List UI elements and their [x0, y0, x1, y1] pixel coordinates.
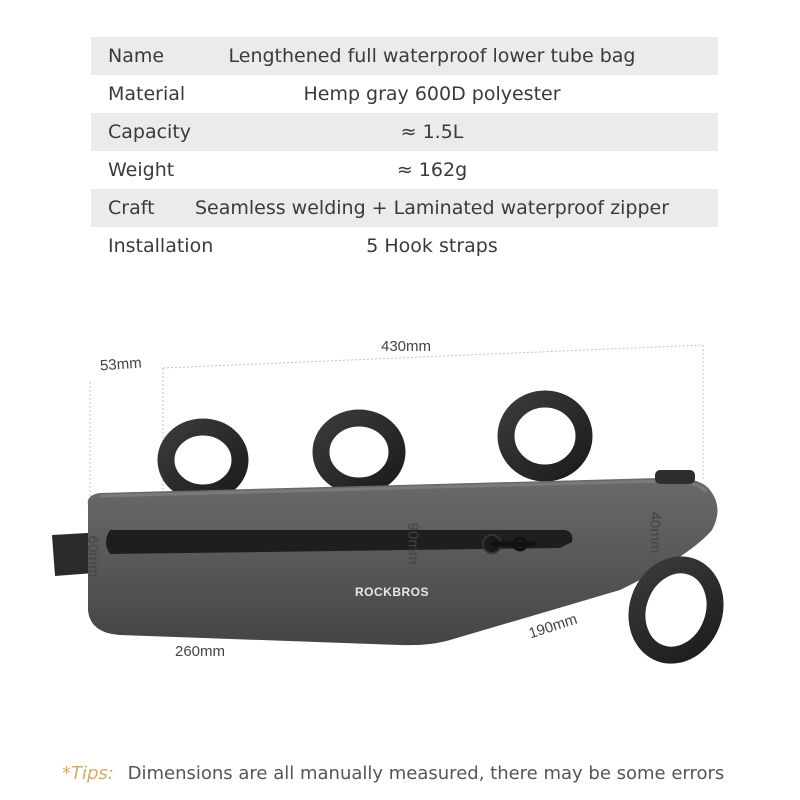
dim-height-mid: 90mm — [404, 522, 422, 565]
spec-value: Seamless welding + Laminated waterproof zipper — [194, 197, 670, 219]
dim-bottom-right: 190mm — [526, 610, 580, 643]
spec-value: Hemp gray 600D polyester — [303, 83, 561, 105]
dim-height-left: 60mm — [84, 535, 102, 578]
spec-value: ≈ 162g — [396, 159, 468, 181]
spec-value: ≈ 1.5L — [400, 121, 464, 143]
tips-note — [62, 763, 724, 784]
spec-row-material — [91, 75, 718, 113]
spec-row-craft — [91, 189, 718, 227]
dim-bottom-left: 260mm — [175, 643, 226, 660]
spec-key: Weight — [108, 159, 175, 181]
spec-key: Name — [108, 45, 165, 67]
spec-row-capacity — [91, 113, 718, 151]
dim-width-top: 430mm — [381, 338, 432, 355]
spec-row-name — [91, 37, 718, 75]
spec-row-weight — [91, 151, 718, 189]
spec-key: Capacity — [108, 121, 192, 143]
brand-logo: ROCKBROS — [355, 585, 430, 599]
spec-key: Craft — [108, 197, 155, 219]
strap-loops — [166, 399, 584, 493]
bag-body — [88, 478, 718, 645]
spec-row-installation — [91, 227, 718, 265]
tips-label: *Tips: — [62, 763, 114, 784]
spec-key: Installation — [108, 235, 214, 257]
spec-value: 5 Hook straps — [366, 235, 498, 257]
dim-depth: 53mm — [99, 354, 143, 375]
spec-value: Lengthened full waterproof lower tube bag — [228, 45, 636, 67]
spec-key: Material — [108, 83, 186, 105]
spec-table — [91, 37, 718, 265]
tips-text: Dimensions are all manually measured, there may be some errors — [127, 763, 725, 784]
dim-height-right: 40mm — [646, 511, 664, 554]
product-diagram — [0, 290, 800, 750]
